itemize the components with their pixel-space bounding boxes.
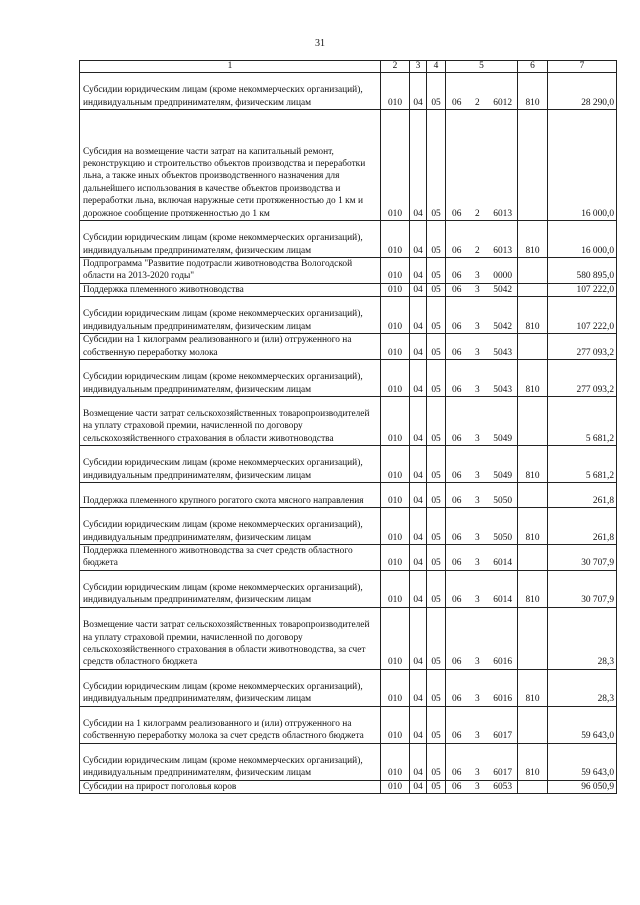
row-col3: 04 — [410, 334, 427, 360]
row-col5-direction: 5050 — [493, 495, 512, 506]
table-row — [80, 221, 617, 258]
row-col5-subprogram: 3 — [474, 433, 480, 444]
table-row — [80, 607, 617, 669]
row-name: Субсидии юридическим лицам (кроме некоммерческих организаций), индивидуальным предпринимателям, физическим лицам — [80, 446, 381, 483]
table-row — [80, 73, 617, 110]
row-col6: 810 — [518, 221, 548, 258]
row-col2: 010 — [381, 446, 410, 483]
row-col2: 010 — [381, 508, 410, 545]
row-name: Субсидии на 1 килограмм реализованного и (или) отгруженного на собственную переработку молока — [80, 334, 381, 360]
row-col5-program: 06 — [452, 781, 462, 792]
row-col6: 810 — [518, 446, 548, 483]
row-col4: 05 — [427, 73, 446, 110]
row-amount: 96 050,9 — [548, 780, 617, 793]
row-col5-program: 06 — [452, 245, 462, 256]
header-cell: 6 — [518, 61, 548, 73]
row-col6 — [518, 334, 548, 360]
row-col6 — [518, 483, 548, 508]
row-col5-direction: 5050 — [493, 532, 512, 543]
row-amount: 5 681,2 — [548, 397, 617, 446]
row-col6: 810 — [518, 360, 548, 397]
row-col6: 810 — [518, 508, 548, 545]
row-amount: 16 000,0 — [548, 221, 617, 258]
row-col5 — [446, 483, 518, 508]
row-col5 — [446, 508, 518, 545]
row-col6 — [518, 545, 548, 571]
row-col5-subprogram: 2 — [474, 208, 480, 219]
row-name: Субсидии юридическим лицам (кроме некоммерческих организаций), индивидуальным предпринимателям, физическим лицам — [80, 360, 381, 397]
row-col3: 04 — [410, 706, 427, 743]
row-col3: 04 — [410, 446, 427, 483]
row-col3: 04 — [410, 110, 427, 221]
row-col5 — [446, 607, 518, 669]
table-row — [80, 570, 617, 607]
table-row — [80, 545, 617, 571]
row-col6 — [518, 258, 548, 284]
row-col5-program: 06 — [452, 731, 462, 742]
row-name: Поддержка племенного животноводства за счет средств областного бюджета — [80, 545, 381, 571]
budget-table — [79, 60, 617, 794]
row-col2: 010 — [381, 360, 410, 397]
row-col4: 05 — [427, 545, 446, 571]
row-col5-subprogram: 3 — [474, 321, 480, 332]
row-amount: 5 681,2 — [548, 446, 617, 483]
row-name: Субсидии на 1 килограмм реализованного и (или) отгруженного на собственную переработку молока за счет средств областного бюджета — [80, 706, 381, 743]
row-amount: 261,8 — [548, 483, 617, 508]
row-col2: 010 — [381, 73, 410, 110]
row-col2: 010 — [381, 283, 410, 296]
row-col2: 010 — [381, 545, 410, 571]
row-col5-direction: 5043 — [493, 384, 512, 395]
row-col5-program: 06 — [452, 768, 462, 779]
header-cell: 5 — [446, 61, 518, 73]
row-col5-direction: 6014 — [493, 595, 512, 606]
row-amount: 16 000,0 — [548, 110, 617, 221]
row-col3: 04 — [410, 258, 427, 284]
row-amount: 59 643,0 — [548, 743, 617, 780]
row-col4: 05 — [427, 110, 446, 221]
table-row — [80, 446, 617, 483]
page-number: 31 — [315, 38, 325, 49]
row-col5-program: 06 — [452, 384, 462, 395]
row-name: Субсидии юридическим лицам (кроме некоммерческих организаций), индивидуальным предпринимателям, физическим лицам — [80, 508, 381, 545]
row-name: Субсидии юридическим лицам (кроме некоммерческих организаций), индивидуальным предпринимателям, физическим лицам — [80, 743, 381, 780]
row-col5-subprogram: 3 — [474, 271, 480, 282]
row-amount: 277 093,2 — [548, 334, 617, 360]
row-col4: 05 — [427, 334, 446, 360]
row-col3: 04 — [410, 508, 427, 545]
row-col5-program: 06 — [452, 694, 462, 705]
table-row — [80, 483, 617, 508]
row-col5-program: 06 — [452, 433, 462, 444]
row-col5-direction: 0000 — [493, 271, 512, 282]
row-name: Субсидия на возмещение части затрат на капитальный ремонт, реконструкцию и строительство объектов производства и переработки льна, а также иных объектов производственного назначения для дальнейшего использования в качестве объектов производства и переработки льна, включая наружные сети протяженностью до 1 км и дорожное сообщение протяженностью до 1 км — [80, 110, 381, 221]
row-col5 — [446, 360, 518, 397]
table-row — [80, 508, 617, 545]
row-amount: 59 643,0 — [548, 706, 617, 743]
row-col5-subprogram: 3 — [474, 768, 480, 779]
row-col4: 05 — [427, 669, 446, 706]
row-col4: 05 — [427, 570, 446, 607]
row-amount: 277 093,2 — [548, 360, 617, 397]
row-col4: 05 — [427, 221, 446, 258]
row-col5-program: 06 — [452, 321, 462, 332]
row-col5-subprogram: 2 — [474, 245, 480, 256]
row-col3: 04 — [410, 283, 427, 296]
row-col3: 04 — [410, 221, 427, 258]
row-col5-direction: 5042 — [493, 284, 512, 295]
header-cell: 3 — [410, 61, 427, 73]
row-name: Субсидии юридическим лицам (кроме некоммерческих организаций), индивидуальным предпринимателям, физическим лицам — [80, 221, 381, 258]
row-name: Поддержка племенного животноводства — [80, 283, 381, 296]
row-name: Возмещение части затрат сельскохозяйственных товаропроизводителей на уплату страховой премии, начисленной по договору сельскохозяйственного страхования в области животноводства — [80, 397, 381, 446]
row-col5-program: 06 — [452, 595, 462, 606]
row-amount: 28 290,0 — [548, 73, 617, 110]
row-col3: 04 — [410, 545, 427, 571]
row-col2: 010 — [381, 743, 410, 780]
row-col6 — [518, 607, 548, 669]
row-col5 — [446, 706, 518, 743]
row-col5 — [446, 221, 518, 258]
row-col3: 04 — [410, 743, 427, 780]
row-col5 — [446, 283, 518, 296]
table-row — [80, 297, 617, 334]
row-col5 — [446, 780, 518, 793]
row-col6 — [518, 110, 548, 221]
row-col5-direction: 6013 — [493, 208, 512, 219]
row-col5 — [446, 570, 518, 607]
row-col5 — [446, 110, 518, 221]
row-col4: 05 — [427, 743, 446, 780]
row-amount: 30 707,9 — [548, 545, 617, 571]
row-col4: 05 — [427, 297, 446, 334]
row-amount: 28,3 — [548, 669, 617, 706]
row-col2: 010 — [381, 334, 410, 360]
row-col5 — [446, 297, 518, 334]
row-col3: 04 — [410, 607, 427, 669]
row-col2: 010 — [381, 706, 410, 743]
row-col5-subprogram: 3 — [474, 558, 480, 569]
row-col2: 010 — [381, 483, 410, 508]
row-col4: 05 — [427, 607, 446, 669]
row-name: Субсидии юридическим лицам (кроме некоммерческих организаций), индивидуальным предпринимателям, физическим лицам — [80, 297, 381, 334]
row-col6 — [518, 397, 548, 446]
row-col5-program: 06 — [452, 208, 462, 219]
row-col5-program: 06 — [452, 347, 462, 358]
row-name: Возмещение части затрат сельскохозяйственных товаропроизводителей на уплату страховой премии, начисленной по договору сельскохозяйственного страхования в области животноводства, за счет средств областного бюджета — [80, 607, 381, 669]
row-col6 — [518, 706, 548, 743]
row-col4: 05 — [427, 508, 446, 545]
row-col5 — [446, 669, 518, 706]
row-col5-direction: 5049 — [493, 470, 512, 481]
row-col6 — [518, 780, 548, 793]
row-col4: 05 — [427, 397, 446, 446]
row-col5 — [446, 743, 518, 780]
row-col4: 05 — [427, 283, 446, 296]
table-row — [80, 743, 617, 780]
row-col6: 810 — [518, 669, 548, 706]
row-col5 — [446, 73, 518, 110]
header-cell: 1 — [80, 61, 381, 73]
row-col5-program: 06 — [452, 657, 462, 668]
table-row — [80, 780, 617, 793]
row-col5-subprogram: 3 — [474, 495, 480, 506]
header-cell: 7 — [548, 61, 617, 73]
row-name: Поддержка племенного крупного рогатого скота мясного направления — [80, 483, 381, 508]
row-col3: 04 — [410, 780, 427, 793]
row-col5-program: 06 — [452, 532, 462, 543]
row-col6: 810 — [518, 297, 548, 334]
row-col4: 05 — [427, 706, 446, 743]
row-name: Субсидии юридическим лицам (кроме некоммерческих организаций), индивидуальным предпринимателям, физическим лицам — [80, 669, 381, 706]
row-col3: 04 — [410, 360, 427, 397]
row-col5-direction: 6013 — [493, 245, 512, 256]
row-col4: 05 — [427, 780, 446, 793]
row-amount: 28,3 — [548, 607, 617, 669]
row-col6: 810 — [518, 570, 548, 607]
row-col5-subprogram: 3 — [474, 284, 480, 295]
row-col5-direction: 6016 — [493, 657, 512, 668]
row-col5-program: 06 — [452, 284, 462, 295]
row-col5-program: 06 — [452, 558, 462, 569]
row-name: Субсидии юридическим лицам (кроме некоммерческих организаций), индивидуальным предпринимателям, физическим лицам — [80, 570, 381, 607]
row-col4: 05 — [427, 258, 446, 284]
row-col2: 010 — [381, 221, 410, 258]
row-col5-subprogram: 3 — [474, 657, 480, 668]
row-col2: 010 — [381, 570, 410, 607]
row-col4: 05 — [427, 446, 446, 483]
row-col5-subprogram: 3 — [474, 347, 480, 358]
row-col5-direction: 5042 — [493, 321, 512, 332]
row-col2: 010 — [381, 297, 410, 334]
row-col5-program: 06 — [452, 470, 462, 481]
table-row — [80, 258, 617, 284]
row-col5-subprogram: 3 — [474, 781, 480, 792]
row-col5-program: 06 — [452, 97, 462, 108]
row-col3: 04 — [410, 570, 427, 607]
row-col5-subprogram: 2 — [474, 97, 480, 108]
row-col5 — [446, 258, 518, 284]
row-col5-direction: 6053 — [493, 781, 512, 792]
table-row — [80, 334, 617, 360]
row-col5-direction: 6017 — [493, 731, 512, 742]
row-amount: 261,8 — [548, 508, 617, 545]
row-col6 — [518, 283, 548, 296]
row-name: Субсидии юридическим лицам (кроме некоммерческих организаций), индивидуальным предпринимателям, физическим лицам — [80, 73, 381, 110]
row-col2: 010 — [381, 607, 410, 669]
row-col3: 04 — [410, 669, 427, 706]
row-name: Субсидии на прирост поголовья коров — [80, 780, 381, 793]
table-row — [80, 110, 617, 221]
row-col4: 05 — [427, 483, 446, 508]
row-amount: 30 707,9 — [548, 570, 617, 607]
row-col3: 04 — [410, 73, 427, 110]
header-cell: 4 — [427, 61, 446, 73]
header-cell: 2 — [381, 61, 410, 73]
row-amount: 107 222,0 — [548, 283, 617, 296]
row-col5-subprogram: 3 — [474, 731, 480, 742]
row-col5 — [446, 334, 518, 360]
row-col2: 010 — [381, 397, 410, 446]
table-row — [80, 397, 617, 446]
row-col5-subprogram: 3 — [474, 595, 480, 606]
row-col2: 010 — [381, 110, 410, 221]
row-col4: 05 — [427, 360, 446, 397]
row-col2: 010 — [381, 669, 410, 706]
row-col5 — [446, 545, 518, 571]
row-col5-direction: 5043 — [493, 347, 512, 358]
row-col6: 810 — [518, 73, 548, 110]
row-col5-direction: 6017 — [493, 768, 512, 779]
row-col5-direction: 6014 — [493, 558, 512, 569]
table-row — [80, 669, 617, 706]
row-col5-subprogram: 3 — [474, 384, 480, 395]
row-col5-program: 06 — [452, 495, 462, 506]
row-name: Подпрограмма "Развитие подотрасли животноводства Вологодской области на 2013-2020 годы" — [80, 258, 381, 284]
row-col5-subprogram: 3 — [474, 532, 480, 543]
row-col5-direction: 6016 — [493, 694, 512, 705]
row-col5-program: 06 — [452, 271, 462, 282]
row-col3: 04 — [410, 297, 427, 334]
row-col3: 04 — [410, 483, 427, 508]
row-col5-subprogram: 3 — [474, 694, 480, 705]
row-col5-direction: 5049 — [493, 433, 512, 444]
row-col6: 810 — [518, 743, 548, 780]
row-col2: 010 — [381, 780, 410, 793]
row-col2: 010 — [381, 258, 410, 284]
row-col5-subprogram: 3 — [474, 470, 480, 481]
row-col5-direction: 6012 — [493, 97, 512, 108]
row-amount: 580 895,0 — [548, 258, 617, 284]
row-col3: 04 — [410, 397, 427, 446]
row-col5 — [446, 397, 518, 446]
table-row — [80, 283, 617, 296]
table-row — [80, 360, 617, 397]
row-amount: 107 222,0 — [548, 297, 617, 334]
table-row — [80, 706, 617, 743]
header-row — [80, 61, 617, 73]
row-col5 — [446, 446, 518, 483]
